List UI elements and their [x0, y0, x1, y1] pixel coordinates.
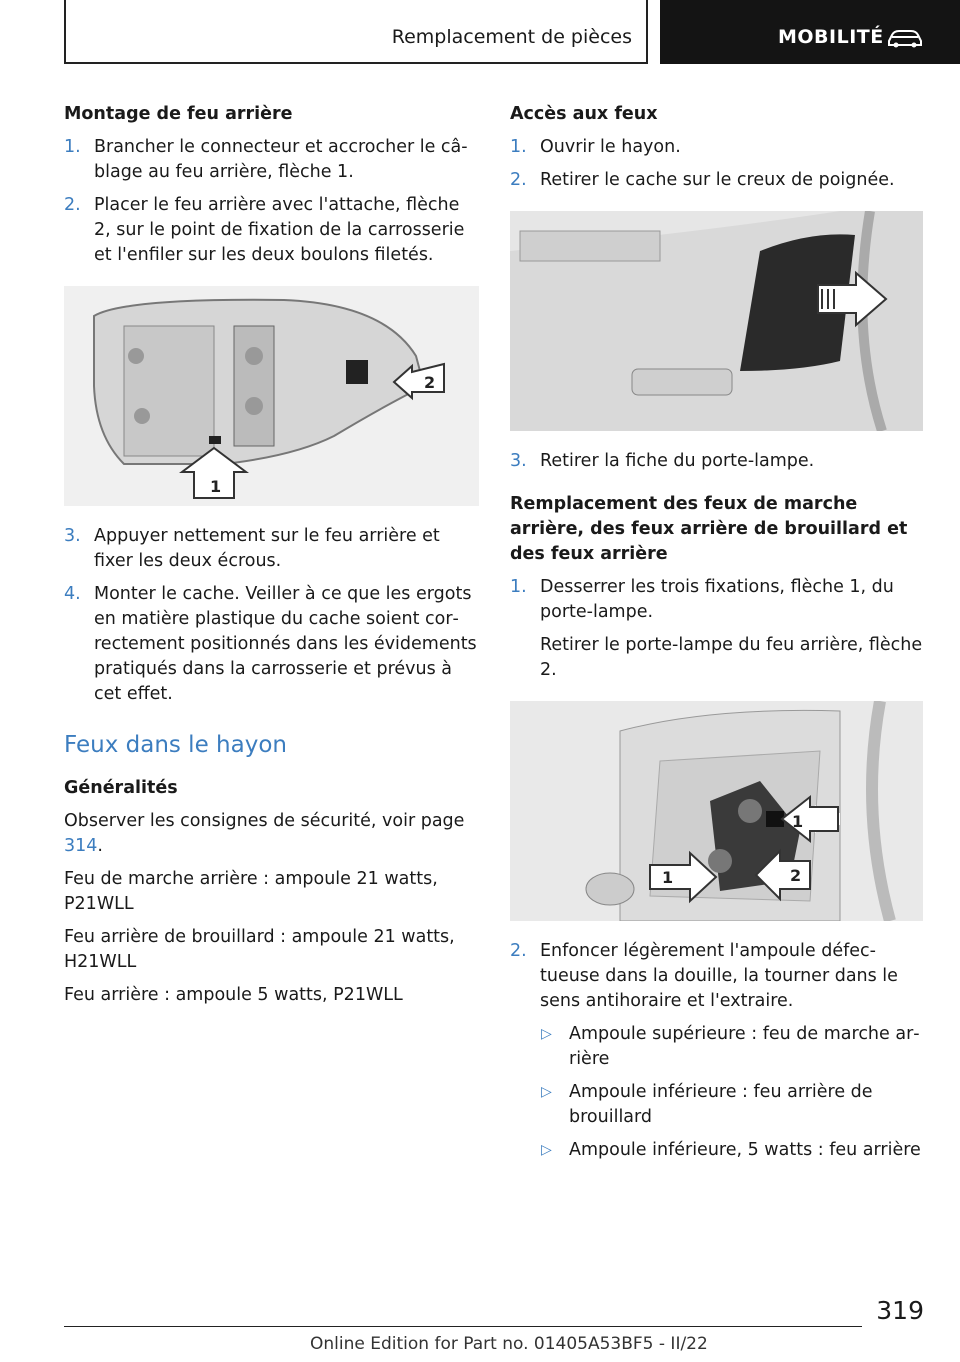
page-number: 319	[876, 1296, 924, 1325]
bullet-item	[510, 1022, 923, 1072]
step-number: 2.	[510, 170, 527, 190]
heading-remplacement: Remplacement des feux de marche arrière, des feux arrière de brouillard et des feux arrière	[510, 494, 908, 564]
step-item	[64, 135, 479, 185]
step-text: Appuyer nettement sur le feu arrière et fixer les deux écrous.	[94, 526, 440, 571]
figure-label: 1	[792, 812, 804, 831]
section-title: Feux dans le hayon	[64, 732, 287, 758]
step-text: Retirer la fiche du porte-lampe.	[540, 451, 815, 471]
paragraph: Feu de marche arrière : ampoule 21 watts, P21WLL	[64, 869, 438, 914]
step-text: Retirer le cache sur le creux de poignée.	[540, 170, 895, 190]
step-text: Monter le cache. Veiller à ce que les ergots en matière plastique du cache soient correctement positionnés dans les évidements pratiqués dans la carrosserie et prévus à cet effet.	[94, 584, 477, 704]
heading-acces: Accès aux feux	[510, 104, 658, 124]
bullet-item	[510, 1080, 923, 1130]
step-number: 1.	[64, 137, 81, 157]
footer-divider	[64, 1326, 862, 1327]
car-icon	[886, 28, 924, 48]
step-item	[510, 939, 923, 1014]
figure-label: 1	[662, 868, 674, 887]
tailgate-handle-figure	[510, 211, 923, 431]
footer-edition: Online Edition for Part no. 01405A53BF5 - II/22	[310, 1334, 708, 1354]
triangle-bullet-icon: ▷	[541, 1142, 552, 1158]
triangle-bullet-icon: ▷	[541, 1026, 552, 1042]
tail-light-figure	[64, 286, 479, 506]
step-continuation: Retirer le porte-lampe du feu arrière, flèche 2.	[540, 635, 923, 680]
bullet-text: Ampoule inférieure : feu arrière de brouillard	[569, 1082, 873, 1127]
triangle-bullet-icon: ▷	[541, 1084, 552, 1100]
step-number: 4.	[64, 584, 81, 604]
step-item	[510, 449, 923, 474]
heading-generalites: Généralités	[64, 778, 178, 798]
bullet-text: Ampoule inférieure, 5 watts : feu arrière	[569, 1140, 921, 1160]
step-number: 2.	[64, 195, 81, 215]
step-item	[510, 575, 923, 625]
step-item	[510, 168, 923, 193]
safety-text: Observer les consignes de sécurité, voir page	[64, 811, 465, 831]
safety-end: .	[97, 836, 103, 856]
step-item	[64, 582, 479, 707]
left-column	[64, 102, 479, 1016]
step-item	[510, 135, 923, 160]
step-number: 3.	[64, 526, 81, 546]
lamp-holder-figure	[510, 701, 923, 921]
header-chapter-title: MOBILITÉ	[778, 26, 884, 48]
right-column	[510, 102, 923, 1171]
step-item	[64, 524, 479, 574]
step-text: Desserrer les trois fixations, flèche 1, du porte-lampe.	[540, 577, 894, 622]
bullet-text: Ampoule supérieure : feu de marche arrière	[569, 1024, 920, 1069]
figure-label: 2	[424, 373, 436, 392]
heading-montage: Montage de feu arrière	[64, 104, 293, 124]
step-text: Ouvrir le hayon.	[540, 137, 681, 157]
step-item	[64, 193, 479, 268]
step-number: 3.	[510, 451, 527, 471]
step-number: 1.	[510, 137, 527, 157]
header-section-box	[64, 0, 648, 64]
page-link[interactable]: 314	[64, 836, 98, 856]
step-text: Enfoncer légèrement l'ampoule défectueuse dans la douille, la tourner dans le sens antihoraire et l'extraire.	[540, 941, 898, 1011]
safety-paragraph	[64, 809, 479, 859]
paragraph: Feu arrière : ampoule 5 watts, P21WLL	[64, 985, 403, 1005]
bullet-item	[510, 1138, 923, 1163]
step-text: Brancher le connecteur et accrocher le câblage au feu arrière, flèche 1.	[94, 137, 468, 182]
header-section-title: Remplacement de pièces	[391, 26, 632, 48]
figure-label: 2	[790, 866, 802, 885]
figure-label: 1	[210, 477, 222, 496]
step-number: 1.	[510, 577, 527, 597]
paragraph: Feu arrière de brouillard : ampoule 21 watts, H21WLL	[64, 927, 455, 972]
step-number: 2.	[510, 941, 527, 961]
step-text: Placer le feu arrière avec l'attache, flèche 2, sur le point de fixation de la carrosserie et l'enfiler sur les deux boulons filetés.	[94, 195, 465, 265]
